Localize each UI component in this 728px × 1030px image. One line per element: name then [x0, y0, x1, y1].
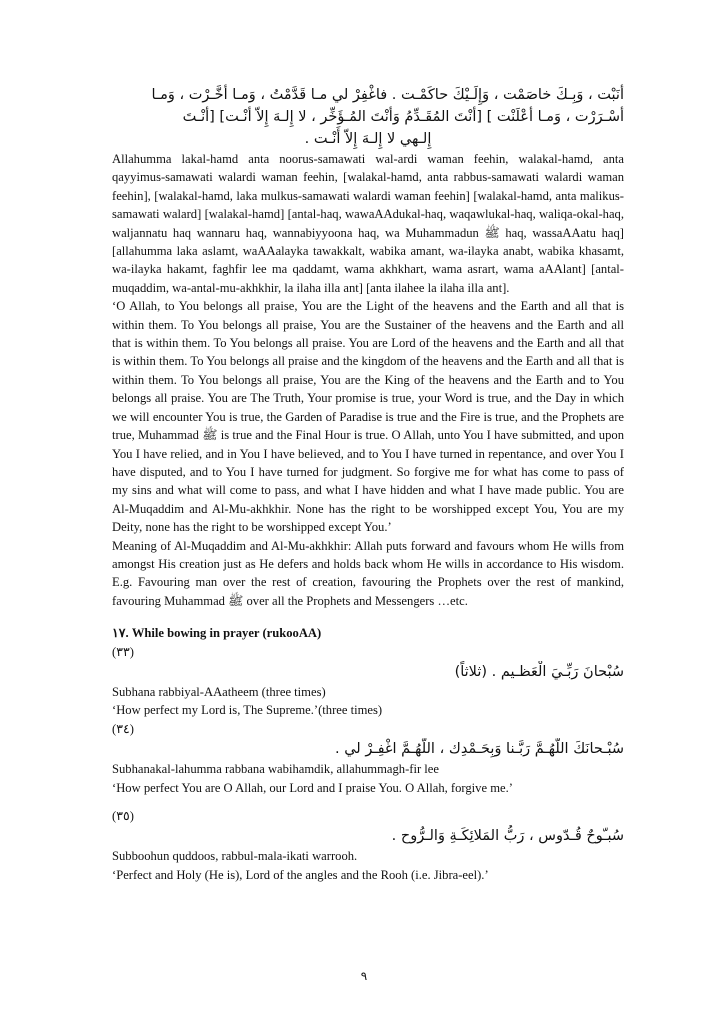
item-number: (٣٤) [112, 721, 134, 736]
arabic-line-3: إِلـهي لا إِلـهَ إِلاّ أَنْـت . [304, 131, 432, 147]
transliteration-paragraph: Allahumma lakal-hamd anta noorus-samawati wal-ardi waman feehin, walakal-hamd, anta qayyimus-samawati walardi waman feehin, [walakal-hamd, anta rabbus-samawati walardi waman feehin], [walakal-hamd, laka mulkus-samawati walardi waman feehin] [walakal-hamd, anta malikus-samawati walard] [walakal-hamd] [antal-haq, wawaAAdukal-haq, waqawlukal-haq, waliqa-okal-haq, waljannatu haq wannaru haq, wannabiyyoona haq, wa Muhammadun ﷺ haq, wassaAAatu haq] [allahumma laka aslamt, waAAalayka tawakkalt, wabika amant, wa-ilayka anabt, wabika khasamt, wa-ilayka hakamt, faghfir lee ma qaddamt, wama akhkhart, wama asrart, wama aAAlant] [antal-muqaddim, wa-antal-mu-akhkhir, la ilaha illa ant] [anta ilahee la ilaha illa ant]. [112, 152, 624, 295]
arabic-line-2: أَسْـرَرْت ، وَمـا أَعْلَنْت ] [أَنْتَ المُقَـدِّمُ وَأَنْتَ المُـؤَخِّر ، لا إِلـهَ إِلاّ أَنْـت] [أَنْـتَ [182, 109, 624, 125]
page-number: ٩ [360, 969, 368, 983]
dhikr-item [112, 720, 624, 797]
item-transliteration: Subhana rabbiyal-AAatheem (three times) [112, 684, 326, 699]
item-arabic: سُبْـحانَكَ اللّهُـمَّ رَبَّـنا وَبِحَـمْدِك ، اللّهُـمَّ اغْفِـرْ لي . [335, 741, 624, 758]
item-transliteration: Subboohun quddoos, rabbul-mala-ikati warrooh. [112, 849, 358, 864]
item-translation: ‘How perfect You are O Allah, our Lord and I praise You. O Allah, forgive me.’ [112, 780, 513, 795]
section-heading: ١٧. While bowing in prayer (rukooAA) [112, 626, 322, 641]
meaning-paragraph: Meaning of Al-Muqaddim and Al-Mu-akhkhir: Allah puts forward and favours whom He wills from amongst His creation just as He defers and holds back whom He wills in accordance to His wisdom. E.g. Favouring man over the rest of creation, favouring the Prophets over the rest of mankind, favouring Muhammad ﷺ over all the Prophets and Messengers …etc. [112, 538, 624, 608]
item-translation: ‘Perfect and Holy (He is), Lord of the angles and the Rooh (i.e. Jibra-eel).’ [112, 867, 489, 882]
item-number: (٣٣) [112, 644, 134, 659]
item-number: (٣٥) [112, 809, 134, 823]
document-page [112, 84, 624, 884]
item-arabic: سُبـّوحٌ قُـدّوس ، رَبُّ المَلائِكَـةِ وَالـرُّوح . [391, 828, 624, 845]
dhikr-item [112, 643, 624, 720]
arabic-line-1: أَنَبْت ، وَبِـكَ خاصَمْت ، وَإِلَـيْكَ حاكَمْـت . فاغْفِرْ لي مـا قَدَّمْتُ ، وَمـا أَخَّـرْت ، وَمـا [151, 87, 624, 103]
item-translation: ‘How perfect my Lord is, The Supreme.’(three times) [112, 703, 383, 718]
dhikr-item [112, 807, 624, 884]
item-arabic: سُبْحانَ رَبِّـيَ الْعَظـيم . (ثلاثاً) [454, 663, 624, 680]
item-transliteration: Subhanakal-lahumma rabbana wabihamdik, allahummagh-fir lee [112, 762, 439, 777]
translation-paragraph: ‘O Allah, to You belongs all praise, You are the Light of the heavens and the Earth and all that is within them. To You belongs all praise, You are the Sustainer of the heavens and the Earth and all that is within them. To You belongs all praise. You are Lord of the heavens and the Earth and all that is within them. To You belongs all praise and the kingdom of the heavens and the Earth and all that is within them. To You belongs all praise, You are the King of the heavens and the Earth and to You belongs all praise. You are The Truth, Your promise is true, your Word is true, and the Day in which we will encounter You is true, the Garden of Paradise is true and the Fire is true, and the Prophets are true, Muhammad ﷺ is true and the Final Hour is true. O Allah, unto You I have submitted, and upon You I have relied, and in You I have believed, and to You I have turned in repentance, and over You I have disputed, and to You I have turned for judgment. So forgive me for what has come to pass of my sins and what will come to pass, and what I have hidden and what I have made public. You are Al-Muqaddim and Al-Mu-akhkhir. None has the right to be worshipped except You, You are my Deity, none has the right to be worshipped except You.’ [112, 299, 624, 535]
